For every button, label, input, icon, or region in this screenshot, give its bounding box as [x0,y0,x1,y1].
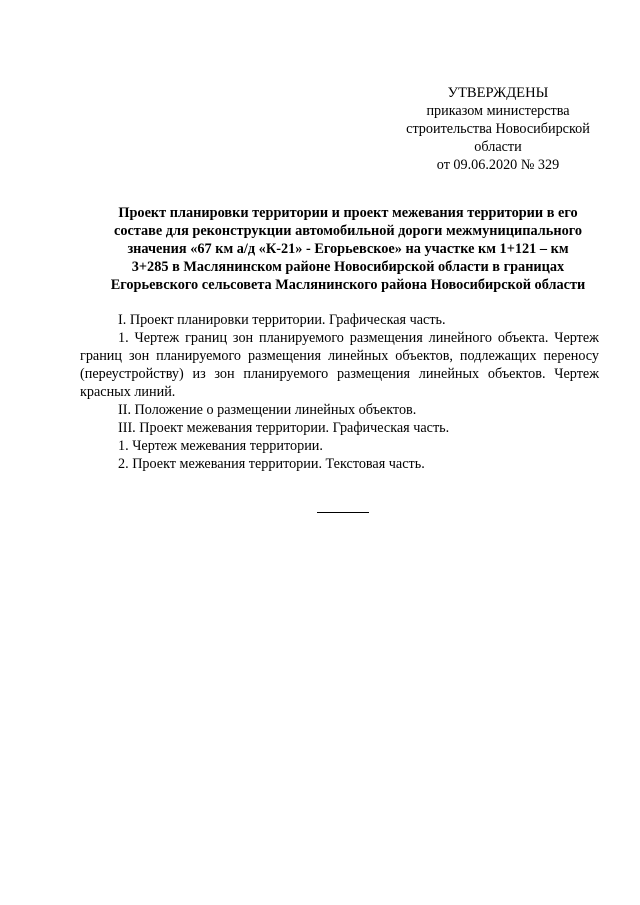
contents-item-drawing-boundaries: 1. Чертеж границ зон планируемого размещения линейного объекта. Чертеж границ зон планируемого размещения линейных объектов, подлежащих переносу (переустройству) из зон планируемого размещения линейных объектов. Чертеж красных линий. [80,330,599,400]
approval-line-region: области [474,139,522,155]
contents-item-survey-text: 2. Проект межевания территории. Текстовая часть. [118,456,425,472]
title-line: составе для реконструкции автомобильной дороги межмуниципального [113,223,583,239]
contents-item-section-3: III. Проект межевания территории. Графическая часть. [118,420,450,436]
contents-list [80,311,599,473]
title-line: Проект планировки территории и проект межевания территории в его [118,205,578,221]
approval-stamp [385,84,611,174]
title-line: Егорьевского сельсовета Маслянинского района Новосибирской области [110,277,586,293]
closing-divider [317,512,369,513]
contents-item-section-1: I. Проект планировки территории. Графическая часть. [118,312,446,328]
approval-heading: УТВЕРЖДЕНЫ [447,85,549,101]
contents-item-section-2: II. Положение о размещении линейных объектов. [118,402,417,418]
approval-line-order: приказом министерства [426,103,570,119]
title-line: значения «67 км а/д «К-21» - Егорьевское» на участке км 1+121 – км [127,241,569,257]
contents-item-survey-drawing: 1. Чертеж межевания территории. [118,438,323,454]
approval-line-date-number: от 09.06.2020 № 329 [436,157,560,173]
approval-line-ministry: строительства Новосибирской [406,121,590,137]
title-line: 3+285 в Маслянинском районе Новосибирской области в границах [131,259,565,275]
document-title [80,204,616,294]
